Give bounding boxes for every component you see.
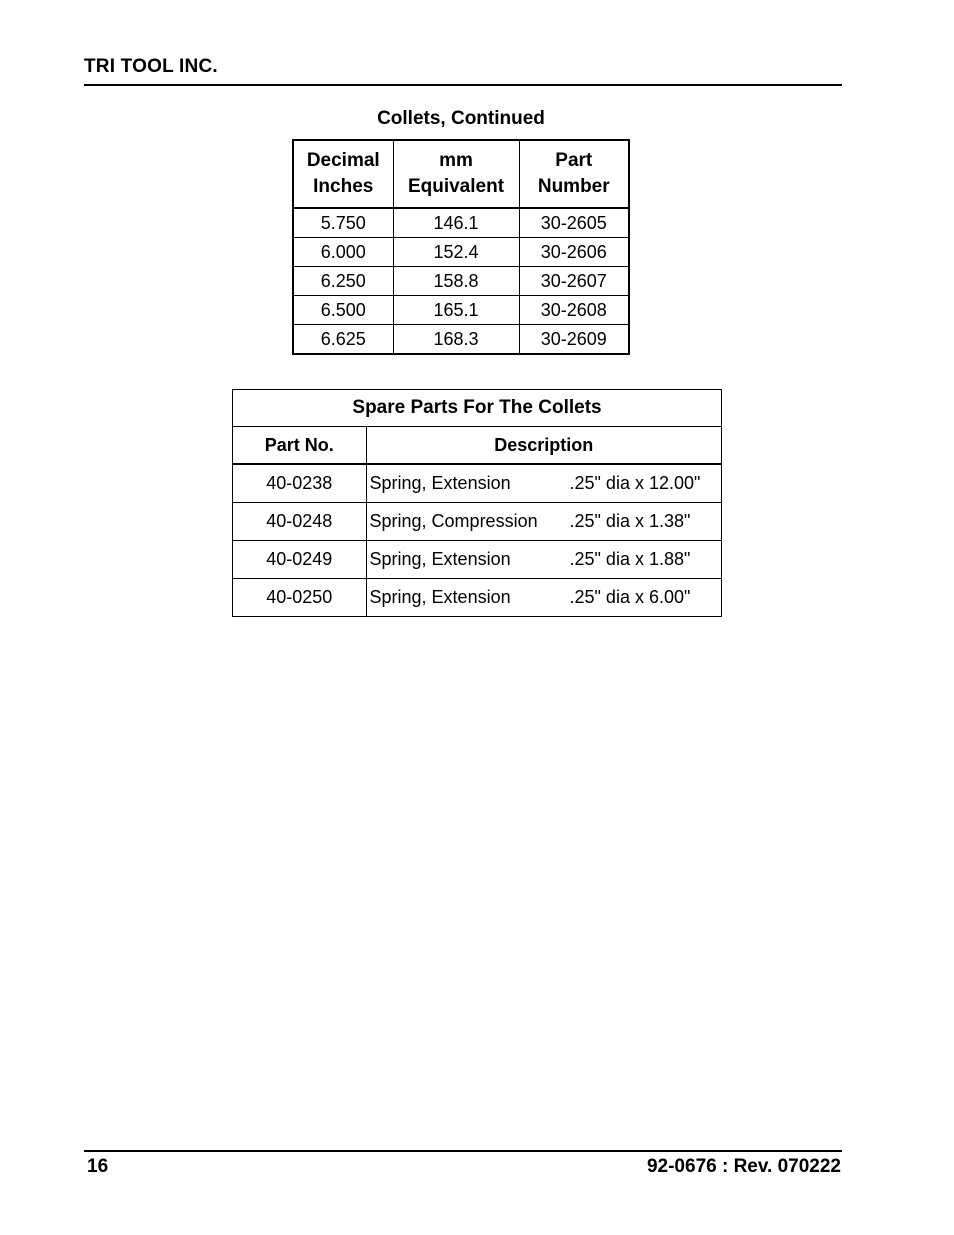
part-number-cell: 30-2609 [519, 325, 629, 355]
part-no-cell: 40-0250 [233, 579, 367, 617]
description-name: Spring, Extension [369, 587, 511, 607]
mm-equivalent-cell: 168.3 [393, 325, 519, 355]
mm-equivalent-cell: 146.1 [393, 208, 519, 238]
part-number-cell: 30-2608 [519, 296, 629, 325]
mm-equivalent-cell: 158.8 [393, 267, 519, 296]
collets-table-caption: Collets, Continued [377, 108, 545, 129]
part-no-cell: 40-0249 [233, 541, 367, 579]
description-size: .25" dia x 6.00" [569, 587, 691, 607]
part-no-cell: 40-0238 [233, 464, 367, 503]
column-header-part-number: Part Number [519, 140, 629, 208]
footer-rule [84, 1150, 842, 1152]
description-name: Spring, Extension [369, 549, 511, 569]
description-cell [366, 503, 721, 541]
column-header-description: Description [366, 427, 721, 465]
table-row [293, 208, 629, 238]
table-row [233, 541, 722, 579]
part-no-cell: 40-0248 [233, 503, 367, 541]
decimal-inches-cell: 5.750 [293, 208, 393, 238]
collets-table [292, 139, 630, 355]
description-cell [366, 464, 721, 503]
description-size: .25" dia x 1.88" [569, 549, 691, 569]
page-number: 16 [87, 1156, 109, 1177]
description-cell [366, 541, 721, 579]
table-row [233, 503, 722, 541]
part-number-cell: 30-2605 [519, 208, 629, 238]
table-row [293, 238, 629, 267]
part-number-cell: 30-2606 [519, 238, 629, 267]
decimal-inches-cell: 6.500 [293, 296, 393, 325]
header-rule [84, 84, 842, 86]
table-row [293, 267, 629, 296]
mm-equivalent-cell: 152.4 [393, 238, 519, 267]
column-header-mm-equivalent: mm Equivalent [393, 140, 519, 208]
document-revision: 92-0676 : Rev. 070222 [646, 1156, 841, 1177]
table-row [233, 579, 722, 617]
description-name: Spring, Compression [369, 511, 538, 531]
mm-equivalent-cell: 165.1 [393, 296, 519, 325]
spare-parts-table-title: Spare Parts For The Collets [233, 390, 722, 427]
description-size: .25" dia x 1.38" [569, 511, 691, 531]
table-row [233, 464, 722, 503]
decimal-inches-cell: 6.000 [293, 238, 393, 267]
decimal-inches-cell: 6.250 [293, 267, 393, 296]
company-header: TRI TOOL INC. [84, 56, 218, 77]
description-cell [366, 579, 721, 617]
column-header-decimal-inches: Decimal Inches [293, 140, 393, 208]
part-number-cell: 30-2607 [519, 267, 629, 296]
table-row [293, 296, 629, 325]
table-row [293, 325, 629, 355]
description-size: .25" dia x 12.00" [569, 473, 701, 493]
description-name: Spring, Extension [369, 473, 511, 493]
spare-parts-table [232, 389, 722, 617]
decimal-inches-cell: 6.625 [293, 325, 393, 355]
column-header-part-no: Part No. [233, 427, 367, 465]
